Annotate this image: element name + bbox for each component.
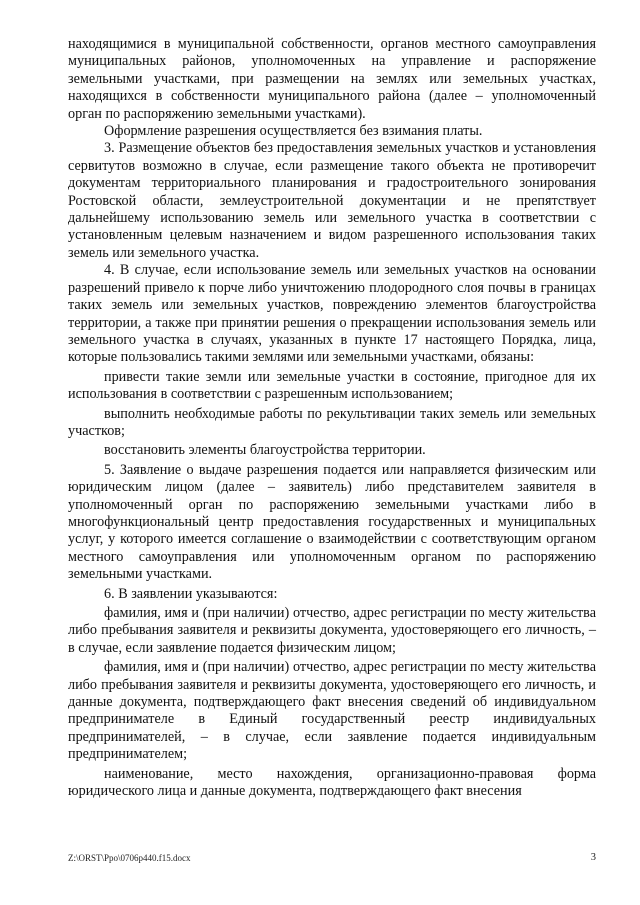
paragraph-legal-entity: наименование, место нахождения, организационно-правовая форма юридического лица и данные документа, подтверждающего факт внесения <box>68 765 596 800</box>
paragraph-fee-note: Оформление разрешения осуществляется без взимания платы. <box>104 123 483 140</box>
paragraph-item-4: 4. В случае, если использование земель или земельных участков на основании разрешений привело к порче либо уничтожению плодородного слоя почвы в границах таких земель или земельных участков, повреждению элементов благоустройства территории, а также при принятии решения о прекращении использования земель или земельного участка в случаях, указанных в пункте 17 настоящего Порядка, лица, которые пользовались такими землями или земельными участками, обязаны: <box>68 262 596 366</box>
paragraph-entrepreneur: фамилия, имя и (при наличии) отчество, адрес регистрации по месту жительства либо пребывания заявителя и реквизиты документа, удостоверяющего его личность, и данные документа, подтверждающего факт внесения сведений об индивидуальном предпринимателе в Единый государственный реестр индивидуальных предпринимателей, – в случае, если заявление подается индивидуальным предпринимателем; <box>68 659 596 763</box>
page-number: 3 <box>590 852 596 863</box>
paragraph-obligation-1: привести такие земли или земельные участки в состояние, пригодное для их использования в соответствии с разрешенным использованием; <box>68 368 596 403</box>
paragraph-continuation: находящимися в муниципальной собственности, органов местного самоуправления муниципальных районов, уполномоченных на управление и распоряжение земельными участками, при размещении на землях или земельных участках, находящихся в собственности муниципального района (далее – уполномоченный орган по распоряжению земельными участками). <box>68 36 596 122</box>
paragraph-obligation-3: восстановить элементы благоустройства территории. <box>104 442 426 459</box>
paragraph-item-3: 3. Размещение объектов без предоставления земельных участков и установления сервитутов возможно в случае, если размещение такого объекта не противоречит документам территориального планирования и градостроительного зонирования Ростовской области, землеустроительной документации и не препятствует дальнейшему использованию земель или земельного участка в соответствии с установленным целевым назначением и видом разрешенного использования таких земель или земельного участка. <box>68 140 596 261</box>
paragraph-item-5: 5. Заявление о выдаче разрешения подается или направляется физическим или юридическим лицом (далее – заявитель) либо представителем заявителя в уполномоченный орган по распоряжению земельными участками либо в многофункциональный центр предоставления государственных и муниципальных услуг, у которого имеется соглашение о взаимодействии с соответствующим органом местного самоуправления или уполномоченным органом по распоряжению земельными участками. <box>68 461 596 583</box>
document-body <box>68 36 596 800</box>
paragraph-item-6: 6. В заявлении указываются: <box>104 585 278 602</box>
file-path: Z:\ORST\Ppo\0706p440.f15.docx <box>68 853 191 863</box>
paragraph-individual: фамилия, имя и (при наличии) отчество, адрес регистрации по месту жительства либо пребывания заявителя и реквизиты документа, удостоверяющего его личность, – в случае, если заявление подается физическим лицом; <box>68 605 596 656</box>
paragraph-obligation-2: выполнить необходимые работы по рекультивации таких земель или земельных участков; <box>68 405 596 439</box>
